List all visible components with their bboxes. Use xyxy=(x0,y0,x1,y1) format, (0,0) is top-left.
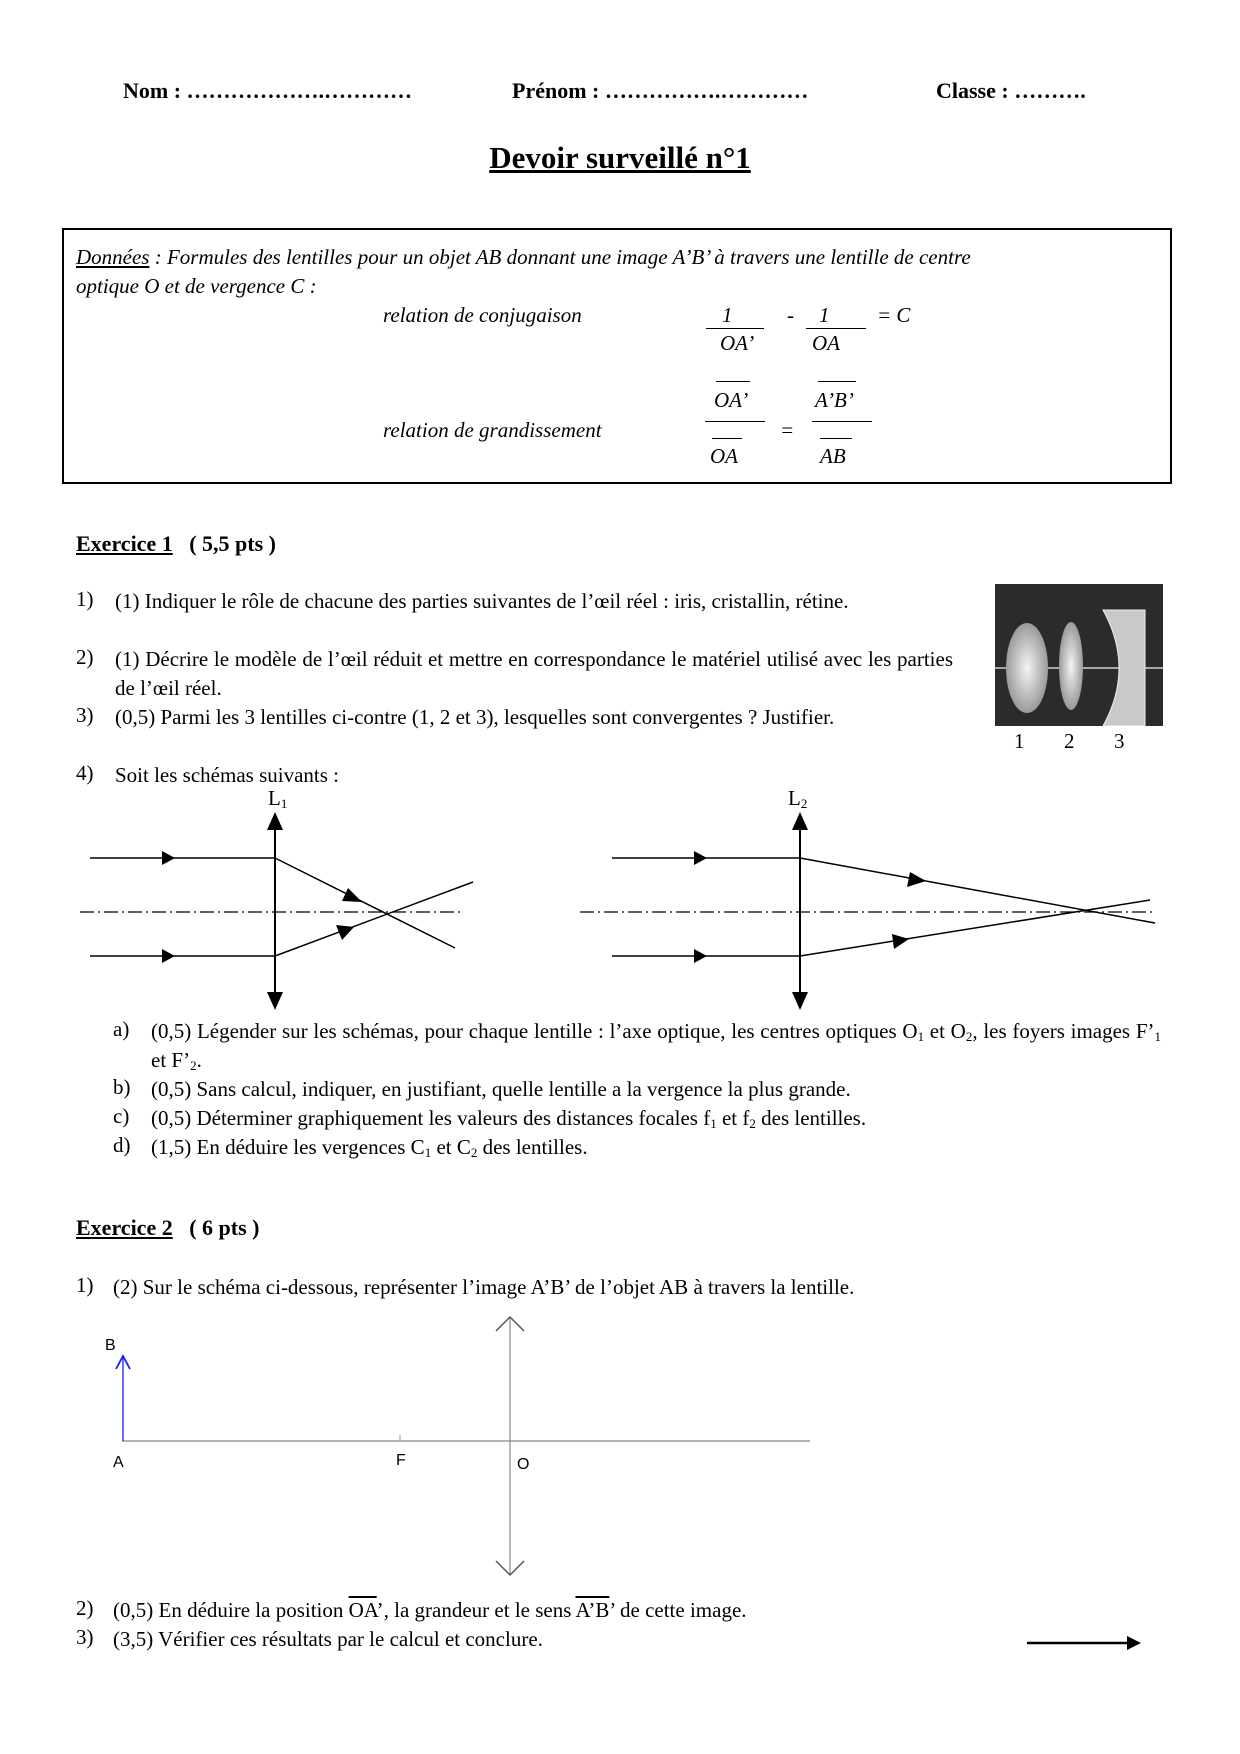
lens-L1-arrow-bottom xyxy=(267,992,283,1010)
lens-1-biconvex xyxy=(1006,623,1048,713)
lenses-photo xyxy=(995,584,1163,726)
diagram-lens-L2 xyxy=(570,810,1170,1010)
ex1-sub-d: (1,5) En déduire les vergences $C_1$ et $C_2$ des lentilles. xyxy=(151,1135,588,1160)
grand-overline-4 xyxy=(820,438,852,439)
conj-den2: OA xyxy=(812,331,840,355)
exercise1-heading xyxy=(76,531,276,557)
ray-1-refracted-arrow xyxy=(342,888,362,902)
ray-4-refracted xyxy=(800,900,1150,956)
conj-minus: - xyxy=(787,303,794,327)
lens-L2-arrow-top xyxy=(792,812,808,830)
ex2-question-1: (2) Sur le schéma ci-dessous, représenter l’image A’B’ de l’objet AB à travers la lentille. xyxy=(113,1275,855,1299)
conj-num1: 1 xyxy=(722,303,733,327)
exercise1-title: Exercice 1 xyxy=(76,531,173,556)
lens-L1-label: $L_1$ xyxy=(268,786,288,811)
page-title: Devoir surveillé n°1 xyxy=(489,140,751,175)
conj-fraction-bar-1 xyxy=(706,328,764,329)
label-B: B xyxy=(105,1337,116,1354)
ex2-q2-number: 2) xyxy=(76,1596,94,1620)
conj-fraction-bar-2 xyxy=(806,328,866,329)
grand-overline-2 xyxy=(712,438,742,439)
ex1-sub-a: (0,5) Légender sur les schémas, pour chaque lentille : l’axe optique, les centres optiques $O_1$ et $O_2$, les foyers images $F’_1$ et $F’_2$. xyxy=(151,1019,1161,1073)
prenom-field[interactable]: Prénom : …………….………… xyxy=(512,78,809,103)
lens-L1-arrow-top xyxy=(267,812,283,830)
magnification-label: relation de grandissement xyxy=(383,418,602,442)
donnees-line2: optique O et de vergence C : xyxy=(76,274,317,298)
donnees-text1: : Formules des lentilles pour un objet AB donnant une image A’B’ à travers une lentille de centre xyxy=(149,245,971,269)
grand-equals: = xyxy=(780,418,795,442)
next-page-arrow-icon xyxy=(1025,1633,1145,1653)
donnees-line1 xyxy=(76,245,971,270)
label-O: O xyxy=(517,1456,530,1473)
grand-den1: OA xyxy=(710,444,738,468)
ray-3-refracted xyxy=(800,858,1155,923)
ex1-sub-a-letter: a) xyxy=(113,1017,130,1041)
ex1-question-3: (0,5) Parmi les 3 lentilles ci-contre (1, 2 et 3), lesquelles sont convergentes ? Justifier. xyxy=(115,705,835,729)
grand-overline-3 xyxy=(818,381,856,382)
classe-field[interactable]: Classe : ………. xyxy=(936,78,1086,103)
donnees-label: Données xyxy=(76,245,150,269)
vector-AB: A’B xyxy=(575,1598,610,1622)
lens-L2-label: $L_2$ xyxy=(788,786,808,811)
ray-3-refracted-arrow xyxy=(907,872,926,887)
ex1-q2-number: 2) xyxy=(76,645,94,669)
grand-fraction-bar-1 xyxy=(705,421,765,422)
ray-2-arrow xyxy=(162,949,175,963)
ray-2-refracted xyxy=(275,882,473,956)
lens-2-biconvex xyxy=(1059,622,1083,710)
photo-label-2: 2 xyxy=(1064,729,1075,753)
ex2-optical-diagram xyxy=(100,1305,820,1585)
ex1-question-1: (1) Indiquer le rôle de chacune des parties suivantes de l’œil réel : iris, cristallin, rétine. xyxy=(115,589,849,613)
ray-4-arrow xyxy=(694,949,707,963)
photo-label-3: 3 xyxy=(1114,729,1125,753)
grand-num2: A’B’ xyxy=(815,388,854,412)
ray-1-refracted xyxy=(275,858,455,948)
exercise2-title: Exercice 2 xyxy=(76,1215,173,1240)
ex1-q1-number: 1) xyxy=(76,587,94,611)
grand-fraction-bar-2 xyxy=(812,421,872,422)
ray-4-refracted-arrow xyxy=(892,934,909,949)
ray-1-arrow xyxy=(162,851,175,865)
ex1-sub-c: (0,5) Déterminer graphiquement les valeurs des distances focales $f_1$ et $f_2$ des lentilles. xyxy=(151,1106,867,1131)
nom-field[interactable]: Nom : ……………….………… xyxy=(123,78,413,103)
ex1-question-2: (1) Décrire le modèle de l’œil réduit et mettre en correspondance le matériel utilisé avec les parties de l’œil réel. xyxy=(115,647,953,700)
exercise2-heading xyxy=(76,1215,260,1241)
grand-overline-1 xyxy=(716,381,750,382)
photo-label-1: 1 xyxy=(1014,729,1025,753)
exercise2-points: ( 6 pts ) xyxy=(189,1215,260,1240)
ray-3-arrow xyxy=(694,851,707,865)
grand-num1: OA’ xyxy=(714,388,749,412)
lens-L2-arrow-bottom xyxy=(792,992,808,1010)
conjugation-label: relation de conjugaison xyxy=(383,303,582,327)
vector-OA: $\overline{OA}$ xyxy=(348,1598,377,1622)
label-F: F xyxy=(396,1452,406,1469)
exercise1-points: ( 5,5 pts ) xyxy=(189,531,276,556)
conj-equals-c: = C xyxy=(877,303,911,327)
label-A: A xyxy=(113,1454,124,1471)
ex1-question-4: Soit les schémas suivants : xyxy=(115,763,339,787)
ex1-sub-c-letter: c) xyxy=(113,1104,130,1128)
ex2-q3-number: 3) xyxy=(76,1625,94,1649)
ex2-question-2: (0,5) En déduire la position $\overline{OA}$’, la grandeur et le sens A’B’ de cette image. xyxy=(113,1598,747,1622)
ex2-question-3: (3,5) Vérifier ces résultats par le calcul et conclure. xyxy=(113,1627,543,1651)
ex1-q4-number: 4) xyxy=(76,761,94,785)
conj-den1: OA’ xyxy=(720,331,755,355)
ex1-sub-b: (0,5) Sans calcul, indiquer, en justifiant, quelle lentille a la vergence la plus grande. xyxy=(151,1077,851,1101)
ex2-q1-number: 1) xyxy=(76,1273,94,1297)
conj-num2: 1 xyxy=(819,303,830,327)
ex1-sub-d-letter: d) xyxy=(113,1133,131,1157)
ex1-sub-b-letter: b) xyxy=(113,1075,131,1099)
grand-den2: AB xyxy=(820,444,846,468)
diagram-lens-L1 xyxy=(70,810,490,1010)
ex1-q3-number: 3) xyxy=(76,703,94,727)
